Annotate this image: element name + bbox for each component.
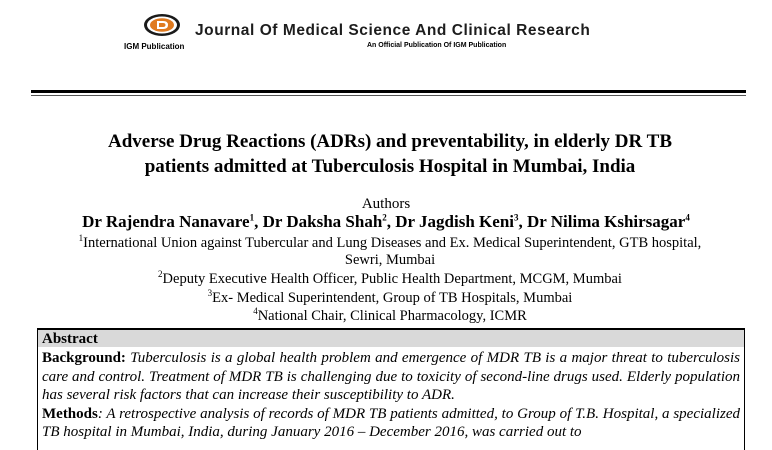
abstract-heading: Abstract bbox=[42, 331, 98, 347]
background-text: Tuberculosis is a global health problem and emergence of MDR TB is a major threat to tuberculosis care and control. Treatment of MDR TB is challenging due to toxicity of second-line drugs used. Elderly population has several risk factors that can increase their susceptibility to ADR. bbox=[42, 350, 740, 403]
authors-label: Authors bbox=[361, 196, 411, 212]
affiliation-text: Deputy Executive Health Officer, Public Health Department, MCGM, Mumbai bbox=[162, 271, 622, 287]
author-sup: 1 bbox=[249, 212, 255, 223]
paper-title bbox=[40, 129, 740, 179]
title-line-2: patients admitted at Tuberculosis Hospital in Mumbai, India bbox=[144, 156, 636, 177]
author-sup: 4 bbox=[685, 212, 690, 223]
author-name: Dr Daksha Shah bbox=[262, 212, 383, 231]
affiliation-text: Sewri, Mumbai bbox=[344, 252, 436, 268]
affiliation-sup: 1 bbox=[78, 233, 84, 244]
affiliation-4 bbox=[40, 308, 740, 325]
author-sup: 2 bbox=[382, 212, 387, 223]
background-label: Background: bbox=[42, 350, 126, 366]
affiliation-3 bbox=[40, 290, 740, 307]
author-name: Dr Jagdish Keni bbox=[395, 212, 514, 231]
methods-label: Methods bbox=[42, 405, 98, 422]
affiliation-text: International Union against Tubercular and Lung Diseases and Ex. Medical Superintendent, GTB hospital, bbox=[83, 235, 702, 251]
author-list: Dr Rajendra Nanavare$^1$, Dr Daksha Shah$^2$, Dr Jagdish Keni$^3$, Dr Nilima Kshirsagar$^4$ bbox=[82, 212, 690, 231]
methods-text: : A retrospective analysis of records of MDR TB patients admitted, to Group of T.B. Hospital, a specialized TB hospital in Mumbai, India, during January 2016 – December 2016, was carried out to bbox=[42, 405, 740, 440]
journal-subtitle: An Official Publication Of IGM Publication bbox=[367, 42, 507, 49]
affiliation-text: Ex- Medical Superintendent, Group of TB Hospitals, Mumbai bbox=[212, 290, 573, 306]
affiliation-sup: 3 bbox=[207, 288, 213, 299]
publisher-name: IGM Publication bbox=[124, 42, 185, 51]
journal-header bbox=[0, 0, 772, 90]
header-rule-thin bbox=[31, 95, 746, 96]
abstract-body bbox=[42, 349, 740, 442]
igm-logo-icon bbox=[143, 13, 181, 37]
author-name: Dr Nilima Kshirsagar bbox=[527, 212, 686, 231]
affiliation-text: National Chair, Clinical Pharmacology, ICMR bbox=[257, 308, 527, 324]
affiliation-2 bbox=[40, 271, 740, 288]
abstract-header-band bbox=[38, 330, 744, 347]
header-rule bbox=[31, 90, 746, 93]
author-sup: 3 bbox=[514, 212, 519, 223]
affiliation-1 bbox=[40, 235, 740, 269]
affiliation-sup: 2 bbox=[158, 269, 163, 280]
affiliation-sup: 4 bbox=[253, 306, 258, 317]
journal-name: Journal Of Medical Science And Clinical Research bbox=[195, 22, 591, 39]
author-name: Dr Rajendra Nanavare bbox=[82, 212, 250, 231]
abstract-box bbox=[37, 328, 745, 450]
title-line-1: Adverse Drug Reactions (ADRs) and preventability, in elderly DR TB bbox=[107, 131, 673, 152]
